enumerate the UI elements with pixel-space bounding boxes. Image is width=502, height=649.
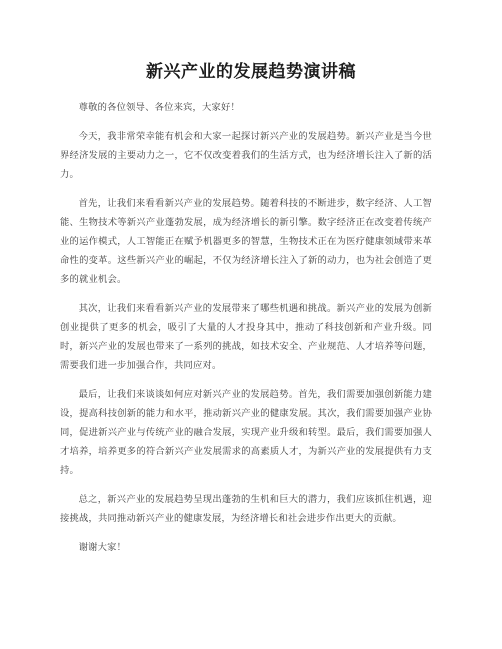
paragraph-intro: 今天，我非常荣幸能有机会和大家一起探讨新兴产业的发展趋势。新兴产业是当今世界经济发展的主要动力之一，它不仅改变着我们的生活方式，也为经济增长注入了新的活力。: [60, 131, 432, 180]
paragraph-greeting: 尊敬的各位领导、各位来宾，大家好！: [78, 102, 241, 113]
paragraph-thanks: 谢谢大家！: [78, 542, 127, 553]
paragraph-response: 最后，让我们来谈谈如何应对新兴产业的发展趋势。首先，我们需要加强创新能力建设，提高科技创新的能力和水平，推动新兴产业的健康发展。其次，我们需要加强产业协同，促进新兴产业与传统产业的融合发展，实现产业升级和转型。最后，我们需要加强人才培养，培养更多的符合新兴产业发展需求的高素质人才，为新兴产业的发展提供有力支持。: [60, 389, 432, 476]
paragraph-conclusion: 总之，新兴产业的发展趋势呈现出蓬勃的生机和巨大的潜力，我们应该抓住机遇，迎接挑战，共同推动新兴产业的健康发展，为经济增长和社会进步作出更大的贡献。: [60, 494, 432, 524]
page-title: 新兴产业的发展趋势演讲稿: [146, 62, 356, 82]
paragraph-trends: 首先，让我们来看看新兴产业的发展趋势。随着科技的不断进步，数字经济、人工智能、生物技术等新兴产业蓬勃发展，成为经济增长的新引擎。数字经济正在改变着传统产业的运作模式，人工智能正在赋予机器更多的智慧，生物技术正在为医疗健康领域带来革命性的变革。这些新兴产业的崛起，不仅为经济增长注入了新的动力，也为社会创造了更多的就业机会。: [60, 198, 432, 285]
document-body: [60, 98, 432, 557]
paragraph-opportunities: 其次，让我们来看看新兴产业的发展带来了哪些机遇和挑战。新兴产业的发展为创新创业提供了更多的机会，吸引了大量的人才投身其中，推动了科技创新和产业升级。同时，新兴产业的发展也带来了一系列的挑战，如技术安全、产业规范、人才培养等问题，需要我们进一步加强合作，共同应对。: [60, 303, 432, 371]
